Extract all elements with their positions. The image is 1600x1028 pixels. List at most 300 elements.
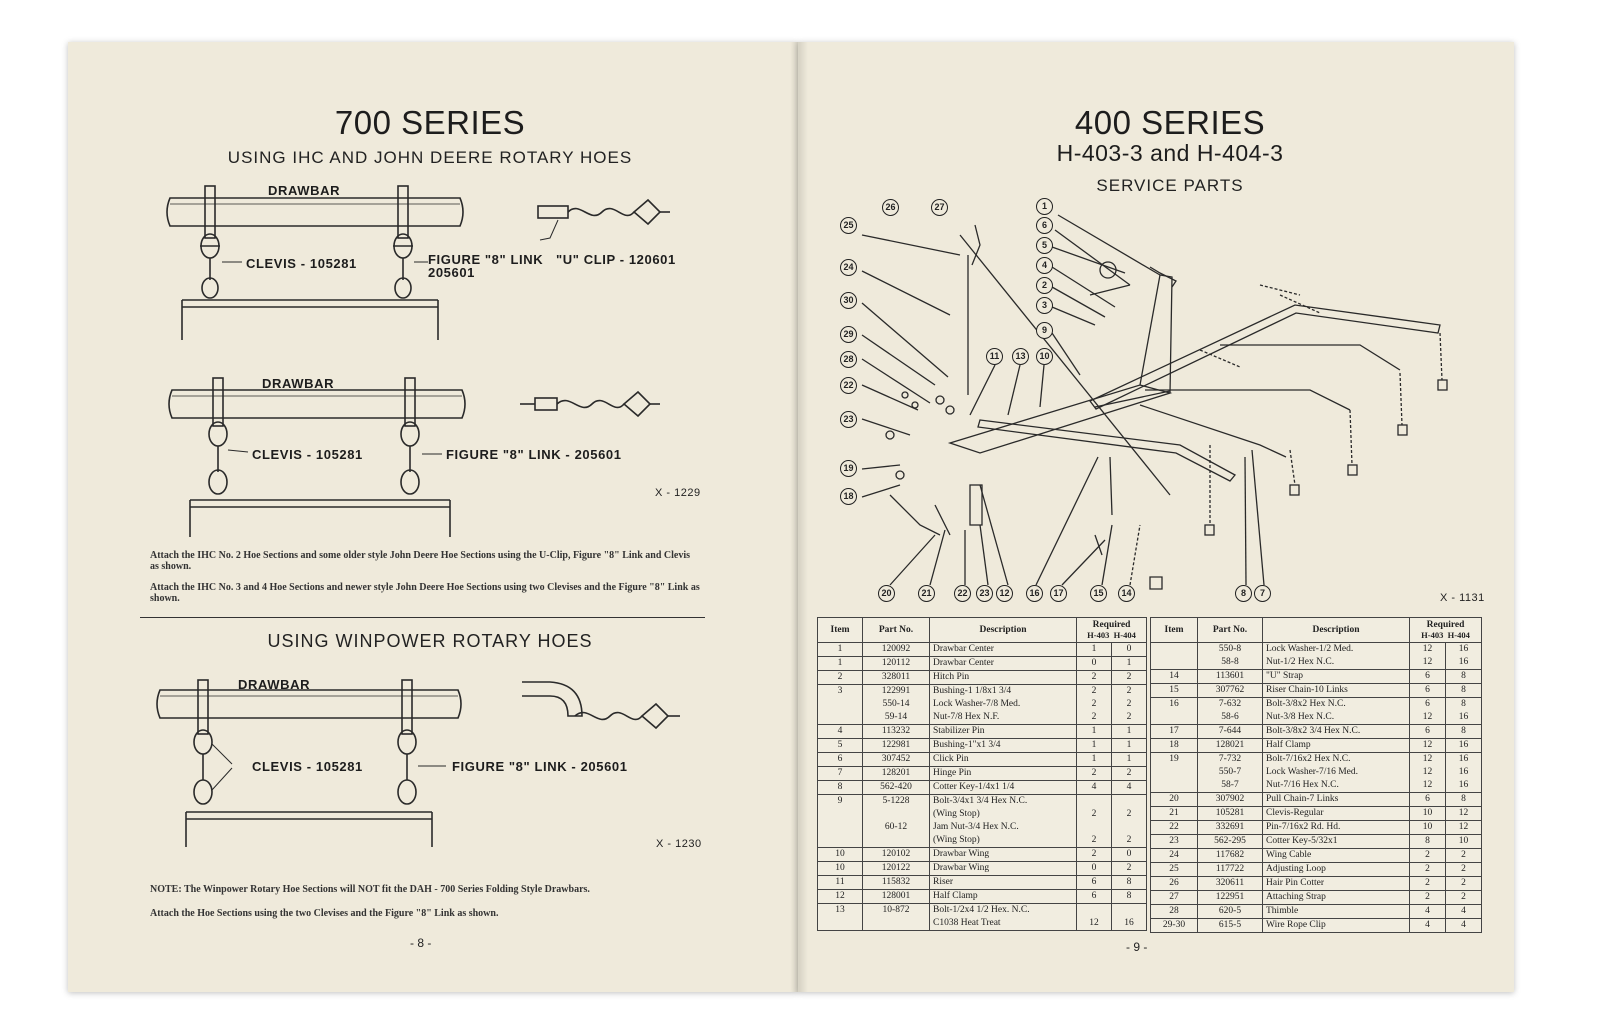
cell-part-no: 117722 <box>1198 863 1263 877</box>
cell-h403: 4 <box>1410 919 1446 933</box>
cell-part-no: 620-5 <box>1198 905 1263 919</box>
cell-h404: 2 <box>1112 821 1147 848</box>
col-h403: H-403 <box>1087 630 1110 640</box>
right-page-number: - 9 - <box>1126 940 1148 954</box>
cell-item: 24 <box>1151 849 1198 863</box>
note-attach-hoe: Attach the Hoe Sections using the two Clevises and the Figure "8" Link as shown. <box>150 908 499 919</box>
cell-h403: 1 <box>1077 643 1112 657</box>
cell-part-no: 562-420 <box>863 781 930 795</box>
cell-h404: 1 <box>1112 725 1147 739</box>
cell-description: Nut-7/8 Hex N.F. <box>930 711 1077 725</box>
cell-h404: 2 <box>1446 863 1482 877</box>
cell-description <box>930 821 1077 848</box>
diagram1-figure8-partno: 205601 <box>428 265 475 280</box>
cell-part-no: 7-732 <box>1198 753 1263 767</box>
cell-h403: 12 <box>1410 656 1446 670</box>
cell-item: 20 <box>1151 793 1198 807</box>
required-label: Required <box>1426 620 1465 630</box>
table-row <box>1151 643 1482 657</box>
cell-item <box>1151 779 1198 793</box>
cell-h404: 0 <box>1112 848 1147 862</box>
table-row <box>818 876 1147 890</box>
cell-part-no: 307452 <box>863 753 930 767</box>
cell-h404: 16 <box>1446 656 1482 670</box>
cell-h403: 1 <box>1077 725 1112 739</box>
table-row <box>1151 835 1482 849</box>
cell-description: Lock Washer-7/16 Med. <box>1263 766 1410 779</box>
cell-part-no: 122981 <box>863 739 930 753</box>
cell-item: 6 <box>818 753 863 767</box>
table-row <box>1151 766 1482 779</box>
note-winpower: NOTE: The Winpower Rotary Hoe Sections will NOT fit the DAH - 700 Series Folding Style Drawbars. <box>150 884 590 895</box>
cell-h403: 6 <box>1410 725 1446 739</box>
left-page-title: 700 SERIES <box>334 104 526 141</box>
cell-part-no: 5-1228 <box>863 795 930 822</box>
col-description: Description <box>1263 618 1410 643</box>
col-item: Item <box>1151 618 1198 643</box>
table-row <box>1151 905 1482 919</box>
callout-3: 3 <box>1036 297 1053 314</box>
cell-h404: 12 <box>1446 807 1482 821</box>
cell-part-no: 58-8 <box>1198 656 1263 670</box>
cell-h404: 4 <box>1112 781 1147 795</box>
cell-item: 8 <box>818 781 863 795</box>
cell-h404: 2 <box>1112 795 1147 822</box>
cell-h403: 2 <box>1410 891 1446 905</box>
cell-part-no: 7-644 <box>1198 725 1263 739</box>
cell-part-no: 307902 <box>1198 793 1263 807</box>
cell-description: Adjusting Loop <box>1263 863 1410 877</box>
callout-17: 17 <box>1050 585 1067 602</box>
table-row <box>818 862 1147 876</box>
cell-description: Wire Rope Clip <box>1263 919 1410 933</box>
cell-item: 18 <box>1151 739 1198 753</box>
cell-description: Nut-1/2 Hex N.C. <box>1263 656 1410 670</box>
table-row <box>818 890 1147 904</box>
table-row <box>1151 793 1482 807</box>
diagram1-uclip-label: "U" CLIP - 120601 <box>556 252 676 267</box>
cell-description: Drawbar Center <box>930 643 1077 657</box>
cell-item: 23 <box>1151 835 1198 849</box>
callout-28: 28 <box>840 351 857 368</box>
required-models <box>1080 630 1143 640</box>
cell-h404: 16 <box>1446 753 1482 767</box>
diagram2-clevis-label: CLEVIS - 105281 <box>252 447 363 462</box>
cell-item: 19 <box>1151 753 1198 767</box>
cell-description: Bolt-3/8x2 Hex N.C. <box>1263 698 1410 712</box>
cell-item: 16 <box>1151 698 1198 712</box>
diagram2-ref: X - 1229 <box>655 487 701 499</box>
cell-item: 10 <box>818 862 863 876</box>
cell-h403: 6 <box>1077 890 1112 904</box>
diagram1-clevis-label: CLEVIS - 105281 <box>246 256 357 271</box>
cell-part-no: 550-14 <box>863 698 930 711</box>
cell-item <box>1151 656 1198 670</box>
required-models <box>1413 630 1478 640</box>
cell-description: Nut-3/8 Hex N.C. <box>1263 711 1410 725</box>
cell-h403: 2 <box>1410 863 1446 877</box>
table-row <box>818 698 1147 711</box>
cell-h404: 16 <box>1446 739 1482 753</box>
cell-h404: 2 <box>1446 877 1482 891</box>
cell-part-no: 615-5 <box>1198 919 1263 933</box>
cell-part-no: 128021 <box>1198 739 1263 753</box>
parts-table-left <box>817 617 1147 931</box>
callout-1: 1 <box>1036 198 1053 215</box>
cell-h403: 0 <box>1077 862 1112 876</box>
callout-30: 30 <box>840 292 857 309</box>
cell-h403: 6 <box>1410 684 1446 698</box>
callout-21: 21 <box>918 585 935 602</box>
cell-item <box>1151 711 1198 725</box>
cell-part-no: 113232 <box>863 725 930 739</box>
cell-description: Bushing-1"x1 3/4 <box>930 739 1077 753</box>
col-item: Item <box>818 618 863 643</box>
cell-h403: 12 <box>1410 779 1446 793</box>
cell-h403: 4 <box>1410 905 1446 919</box>
description-line2: (Wing Stop) <box>933 835 980 845</box>
cell-item: 9 <box>818 795 863 822</box>
table-row <box>818 657 1147 671</box>
diagram3-figure8-label: FIGURE "8" LINK - 205601 <box>452 759 628 774</box>
cell-h404: 8 <box>1112 890 1147 904</box>
cell-h403: 12 <box>1077 904 1112 931</box>
diagram-ref-x1131: X - 1131 <box>1440 592 1485 604</box>
cell-h404: 2 <box>1112 671 1147 685</box>
cell-item: 22 <box>1151 821 1198 835</box>
callout-4: 4 <box>1036 257 1053 274</box>
cell-description: Drawbar Wing <box>930 862 1077 876</box>
table-row <box>1151 656 1482 670</box>
cell-h403: 10 <box>1410 821 1446 835</box>
col-required <box>1077 618 1147 643</box>
table-row <box>818 795 1147 822</box>
cell-part-no: 115832 <box>863 876 930 890</box>
cell-h404: 2 <box>1112 698 1147 711</box>
cell-item: 15 <box>1151 684 1198 698</box>
callout-12: 12 <box>996 585 1013 602</box>
cell-h403: 6 <box>1410 793 1446 807</box>
callout-14: 14 <box>1118 585 1135 602</box>
cell-h404: 0 <box>1112 643 1147 657</box>
description-line1: Bolt-3/4x1 3/4 Hex N.C. <box>933 796 1028 806</box>
cell-h404: 8 <box>1446 684 1482 698</box>
cell-h404: 1 <box>1112 657 1147 671</box>
table-row <box>1151 807 1482 821</box>
cell-part-no: 120092 <box>863 643 930 657</box>
hitch-diagram-3 <box>150 672 720 852</box>
table-row <box>1151 821 1482 835</box>
cell-part-no: 122951 <box>1198 891 1263 905</box>
cell-h403: 2 <box>1410 877 1446 891</box>
table-row <box>1151 698 1482 712</box>
cell-h403: 12 <box>1410 739 1446 753</box>
cell-part-no: 113601 <box>1198 670 1263 684</box>
cell-h403: 8 <box>1410 835 1446 849</box>
cell-item: 1 <box>818 657 863 671</box>
cell-description: Hinge Pin <box>930 767 1077 781</box>
cell-item: 2 <box>818 671 863 685</box>
cell-description: Riser Chain-10 Links <box>1263 684 1410 698</box>
callout-13: 13 <box>1012 348 1029 365</box>
cell-description: Bushing-1 1/8x1 3/4 <box>930 685 1077 699</box>
section-divider <box>140 617 705 618</box>
cell-h403: 12 <box>1410 766 1446 779</box>
callout-23-lower: 23 <box>976 585 993 602</box>
cell-description <box>930 904 1077 931</box>
cell-h404: 1 <box>1112 739 1147 753</box>
cell-description: Clevis-Regular <box>1263 807 1410 821</box>
note-ihc-no3-4: Attach the IHC No. 3 and 4 Hoe Sections and newer style John Deere Hoe Sections using two Clevises and the Figure "8" Link as shown. <box>150 582 700 604</box>
callout-9: 9 <box>1036 322 1053 339</box>
callout-24: 24 <box>840 259 857 276</box>
table-row <box>818 711 1147 725</box>
cell-part-no: 550-7 <box>1198 766 1263 779</box>
cell-h403: 1 <box>1077 739 1112 753</box>
cell-description: Drawbar Center <box>930 657 1077 671</box>
callout-20: 20 <box>878 585 895 602</box>
diagram2-drawbar-label: DRAWBAR <box>262 376 335 391</box>
table-row <box>818 767 1147 781</box>
cell-item: 3 <box>818 685 863 699</box>
cell-h404: 8 <box>1446 793 1482 807</box>
callout-2: 2 <box>1036 277 1053 294</box>
cell-item: 13 <box>818 904 863 931</box>
callout-10: 10 <box>1036 348 1053 365</box>
diagram1-drawbar-label: DRAWBAR <box>268 183 341 198</box>
cell-item: 28 <box>1151 905 1198 919</box>
cell-h403: 2 <box>1077 795 1112 822</box>
callout-16: 16 <box>1026 585 1043 602</box>
cell-h403: 2 <box>1077 711 1112 725</box>
table-row <box>818 821 1147 848</box>
cell-item: 14 <box>1151 670 1198 684</box>
diagram1-figure8-label: FIGURE "8" LINK <box>428 252 544 267</box>
callout-15: 15 <box>1090 585 1107 602</box>
diagram3-clevis-label: CLEVIS - 105281 <box>252 759 363 774</box>
cell-item <box>818 698 863 711</box>
cell-description: Cotter Key-1/4x1 1/4 <box>930 781 1077 795</box>
cell-item: 11 <box>818 876 863 890</box>
table-row <box>818 739 1147 753</box>
cell-description: Bolt-7/16x2 Hex N.C. <box>1263 753 1410 767</box>
cell-description: Riser <box>930 876 1077 890</box>
cell-part-no: 120122 <box>863 862 930 876</box>
diagram3-ref: X - 1230 <box>656 838 702 850</box>
cell-description: Hair Pin Cotter <box>1263 877 1410 891</box>
cell-part-no: 7-632 <box>1198 698 1263 712</box>
cell-description: Nut-7/16 Hex N.C. <box>1263 779 1410 793</box>
cell-h403: 12 <box>1410 643 1446 657</box>
cell-h403: 6 <box>1077 876 1112 890</box>
description-line1: Bolt-1/2x4 1/2 Hex. N.C. <box>933 905 1030 915</box>
cell-item: 12 <box>818 890 863 904</box>
cell-h403: 2 <box>1077 848 1112 862</box>
cell-h404: 8 <box>1446 698 1482 712</box>
cell-item: 25 <box>1151 863 1198 877</box>
cell-item: 7 <box>818 767 863 781</box>
cell-h404: 8 <box>1112 876 1147 890</box>
cell-description: Lock Washer-7/8 Med. <box>930 698 1077 711</box>
cell-item: 5 <box>818 739 863 753</box>
cell-description: Lock Washer-1/2 Med. <box>1263 643 1410 657</box>
hitch-diagram-2 <box>160 372 720 542</box>
cell-h403: 12 <box>1410 711 1446 725</box>
note-ihc-no2: Attach the IHC No. 2 Hoe Sections and some older style John Deere Hoe Sections using the U-Clip, Figure "8" Link and Clevis as shown. <box>150 550 690 572</box>
cell-h403: 2 <box>1077 671 1112 685</box>
table-row <box>818 685 1147 699</box>
table-row <box>818 781 1147 795</box>
cell-description: Pin-7/16x2 Rd. Hd. <box>1263 821 1410 835</box>
col-h404: H-404 <box>1113 630 1136 640</box>
cell-part-no: 122991 <box>863 685 930 699</box>
description-line2: (Wing Stop) <box>933 809 980 819</box>
cell-part-no: 59-14 <box>863 711 930 725</box>
cell-h404: 2 <box>1112 862 1147 876</box>
cell-description: Pull Chain-7 Links <box>1263 793 1410 807</box>
cell-h404: 2 <box>1112 711 1147 725</box>
callout-5: 5 <box>1036 237 1053 254</box>
cell-item: 29-30 <box>1151 919 1198 933</box>
cell-h404: 2 <box>1446 891 1482 905</box>
callout-18: 18 <box>840 488 857 505</box>
cell-part-no: 550-8 <box>1198 643 1263 657</box>
cell-description: Stabilizer Pin <box>930 725 1077 739</box>
cell-h404: 2 <box>1446 849 1482 863</box>
left-page-subtitle: USING IHC AND JOHN DEERE ROTARY HOES <box>227 148 633 167</box>
callout-25: 25 <box>840 217 857 234</box>
cell-h403: 6 <box>1410 670 1446 684</box>
cell-item: 26 <box>1151 877 1198 891</box>
cell-part-no: 332691 <box>1198 821 1263 835</box>
cell-h404: 16 <box>1112 904 1147 931</box>
description-line2: C1038 Heat Treat <box>933 918 1001 928</box>
right-page-title: 400 SERIES <box>1074 104 1266 141</box>
cell-part-no: 307762 <box>1198 684 1263 698</box>
diagram2-figure8-label: FIGURE "8" LINK - 205601 <box>446 447 622 462</box>
right-page-models: H-403-3 and H-404-3 <box>1056 140 1284 166</box>
right-page-service-parts: SERVICE PARTS <box>1096 176 1244 195</box>
cell-h403: 10 <box>1410 807 1446 821</box>
required-label: Required <box>1092 620 1131 630</box>
cell-part-no: 128201 <box>863 767 930 781</box>
cell-description: Half Clamp <box>930 890 1077 904</box>
table-row <box>818 848 1147 862</box>
callout-27: 27 <box>931 199 948 216</box>
table-row <box>818 671 1147 685</box>
cell-description: Bolt-3/8x2 3/4 Hex N.C. <box>1263 725 1410 739</box>
cell-h404: 16 <box>1446 766 1482 779</box>
cell-h404: 16 <box>1446 779 1482 793</box>
callout-22-upper: 22 <box>840 377 857 394</box>
left-page-number: - 8 - <box>410 936 432 950</box>
cell-part-no: 58-6 <box>1198 711 1263 725</box>
cell-h403: 2 <box>1077 685 1112 699</box>
cell-item <box>818 711 863 725</box>
table-row <box>1151 711 1482 725</box>
cell-part-no: 10-872 <box>863 904 930 931</box>
table-row <box>1151 684 1482 698</box>
cell-h403: 12 <box>1410 753 1446 767</box>
col-part-no: Part No. <box>863 618 930 643</box>
cell-item: 1 <box>818 643 863 657</box>
callout-19: 19 <box>840 460 857 477</box>
cell-h404: 8 <box>1446 670 1482 684</box>
cell-part-no: 328011 <box>863 671 930 685</box>
cell-description: Drawbar Wing <box>930 848 1077 862</box>
table-row <box>1151 739 1482 753</box>
callout-29: 29 <box>840 326 857 343</box>
cell-h403: 2 <box>1077 698 1112 711</box>
cell-h404: 2 <box>1112 685 1147 699</box>
callout-6: 6 <box>1036 217 1053 234</box>
callout-22-lower: 22 <box>954 585 971 602</box>
table-row <box>1151 670 1482 684</box>
cell-description <box>930 795 1077 822</box>
cell-description: Click Pin <box>930 753 1077 767</box>
col-required <box>1410 618 1482 643</box>
description-line1: Jam Nut-3/4 Hex N.C. <box>933 822 1019 832</box>
table-row <box>818 643 1147 657</box>
cell-part-no: 58-7 <box>1198 779 1263 793</box>
cell-h404: 16 <box>1446 711 1482 725</box>
table-row <box>1151 779 1482 793</box>
cell-part-no: 120102 <box>863 848 930 862</box>
cell-h403: 2 <box>1410 849 1446 863</box>
callout-7: 7 <box>1254 585 1271 602</box>
cell-item: 17 <box>1151 725 1198 739</box>
table-row <box>1151 863 1482 877</box>
table-row <box>818 753 1147 767</box>
cell-description: "U" Strap <box>1263 670 1410 684</box>
cell-h404: 4 <box>1446 919 1482 933</box>
cell-item: 10 <box>818 848 863 862</box>
cell-h403: 1 <box>1077 753 1112 767</box>
cell-item: 21 <box>1151 807 1198 821</box>
cell-item <box>1151 643 1198 657</box>
cell-part-no: 117682 <box>1198 849 1263 863</box>
cell-h404: 16 <box>1446 643 1482 657</box>
table-row <box>818 904 1147 931</box>
cell-h404: 10 <box>1446 835 1482 849</box>
cell-h404: 4 <box>1446 905 1482 919</box>
table-row <box>1151 891 1482 905</box>
cell-h403: 0 <box>1077 657 1112 671</box>
cell-description: Attaching Strap <box>1263 891 1410 905</box>
table-row <box>1151 725 1482 739</box>
table-row <box>1151 877 1482 891</box>
winpower-section-title: USING WINPOWER ROTARY HOES <box>267 631 593 651</box>
col-h404: H-404 <box>1447 630 1470 640</box>
cell-item: 27 <box>1151 891 1198 905</box>
diagram3-drawbar-label: DRAWBAR <box>238 677 311 692</box>
cell-part-no: 105281 <box>1198 807 1263 821</box>
parts-table-right <box>1150 617 1482 933</box>
cell-h403: 2 <box>1077 821 1112 848</box>
table-row <box>818 725 1147 739</box>
cell-description: Thimble <box>1263 905 1410 919</box>
table-row <box>1151 849 1482 863</box>
cell-part-no: 320611 <box>1198 877 1263 891</box>
cell-h403: 2 <box>1077 767 1112 781</box>
cell-h403: 6 <box>1410 698 1446 712</box>
col-part-no: Part No. <box>1198 618 1263 643</box>
cell-description: Wing Cable <box>1263 849 1410 863</box>
callout-11: 11 <box>986 348 1003 365</box>
table-row <box>1151 919 1482 933</box>
callout-26: 26 <box>882 199 899 216</box>
cell-part-no: 562-295 <box>1198 835 1263 849</box>
